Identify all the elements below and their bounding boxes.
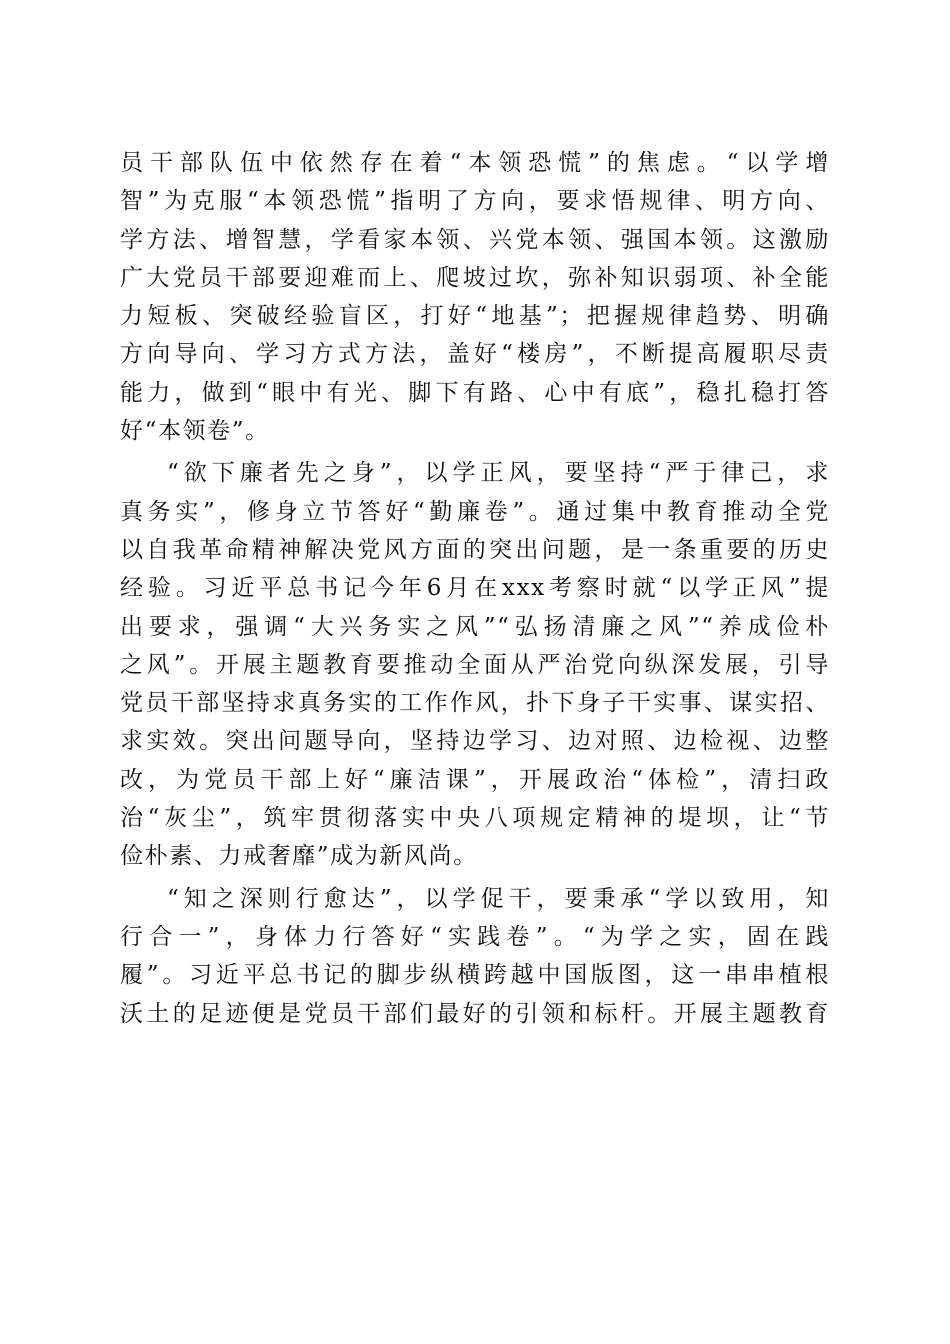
text-line: 学方法、增智慧，学看家本领、兴党本领、强国本领。这激励 (120, 226, 830, 253)
text-line: 履”。习近平总书记的脚步纵横跨越中国版图，这一串串植根 (120, 962, 830, 989)
paragraph-3 (120, 880, 830, 1033)
text-line: “知之深则行愈达”，以学促干，要秉承“学以致用，知 (167, 885, 830, 912)
paragraph-1 (120, 144, 830, 450)
document-body (120, 144, 830, 1033)
text-line: 党员干部坚持求真务实的工作作风，扑下身子干实事、谋实招、 (120, 690, 830, 717)
text-line: 好“本领卷”。 (120, 418, 270, 445)
text-line: 广大党员干部要迎难而上、爬坡过坎，弥补知识弱项、补全能 (120, 264, 830, 291)
text-line: 智”为克服“本领恐慌”指明了方向，要求悟规律、明方向、 (120, 188, 830, 215)
text-line: 出要求，强调“大兴务实之风”“弘扬清廉之风”“养成俭朴 (120, 613, 830, 640)
paragraph-2 (120, 454, 830, 875)
text-line: 能力，做到“眼中有光、脚下有路、心中有底”，稳扎稳打答 (120, 379, 830, 406)
text-line: 方向导向、学习方式方法，盖好“楼房”，不断提高履职尽责 (120, 341, 830, 368)
text-line: 以自我革命精神解决党风方面的突出问题，是一条重要的历史 (120, 536, 830, 563)
text-line: 治“灰尘”，筑牢贯彻落实中央八项规定精神的堤坝，让“节 (120, 805, 830, 832)
text-line: 俭朴素、力戒奢靡”成为新风尚。 (120, 843, 478, 870)
text-line: 求实效。突出问题导向，坚持边学习、边对照、边检视、边整 (120, 728, 830, 755)
text-line: 经验。习近平总书记今年6月在xxx考察时就“以学正风”提 (120, 575, 830, 602)
text-line: 行合一”，身体力行答好“实践卷”。“为学之实，固在践 (120, 923, 830, 950)
text-line: 改，为党员干部上好“廉洁课”，开展政治“体检”，清扫政 (120, 766, 830, 793)
text-line: 力短板、突破经验盲区，打好“地基”；把握规律趋势、明确 (120, 303, 830, 330)
text-line: 员干部队伍中依然存在着“本领恐慌”的焦虑。“以学增 (120, 150, 830, 176)
text-line: 真务实”，修身立节答好“勤廉卷”。通过集中教育推动全党 (120, 498, 830, 525)
text-line: “欲下廉者先之身”，以学正风，要坚持“严于律己，求 (167, 460, 830, 487)
text-line: 沃土的足迹便是党员干部们最好的引领和标杆。开展主题教育 (120, 1000, 830, 1027)
text-line: 之风”。开展主题教育要推动全面从严治党向纵深发展，引导 (120, 651, 830, 678)
